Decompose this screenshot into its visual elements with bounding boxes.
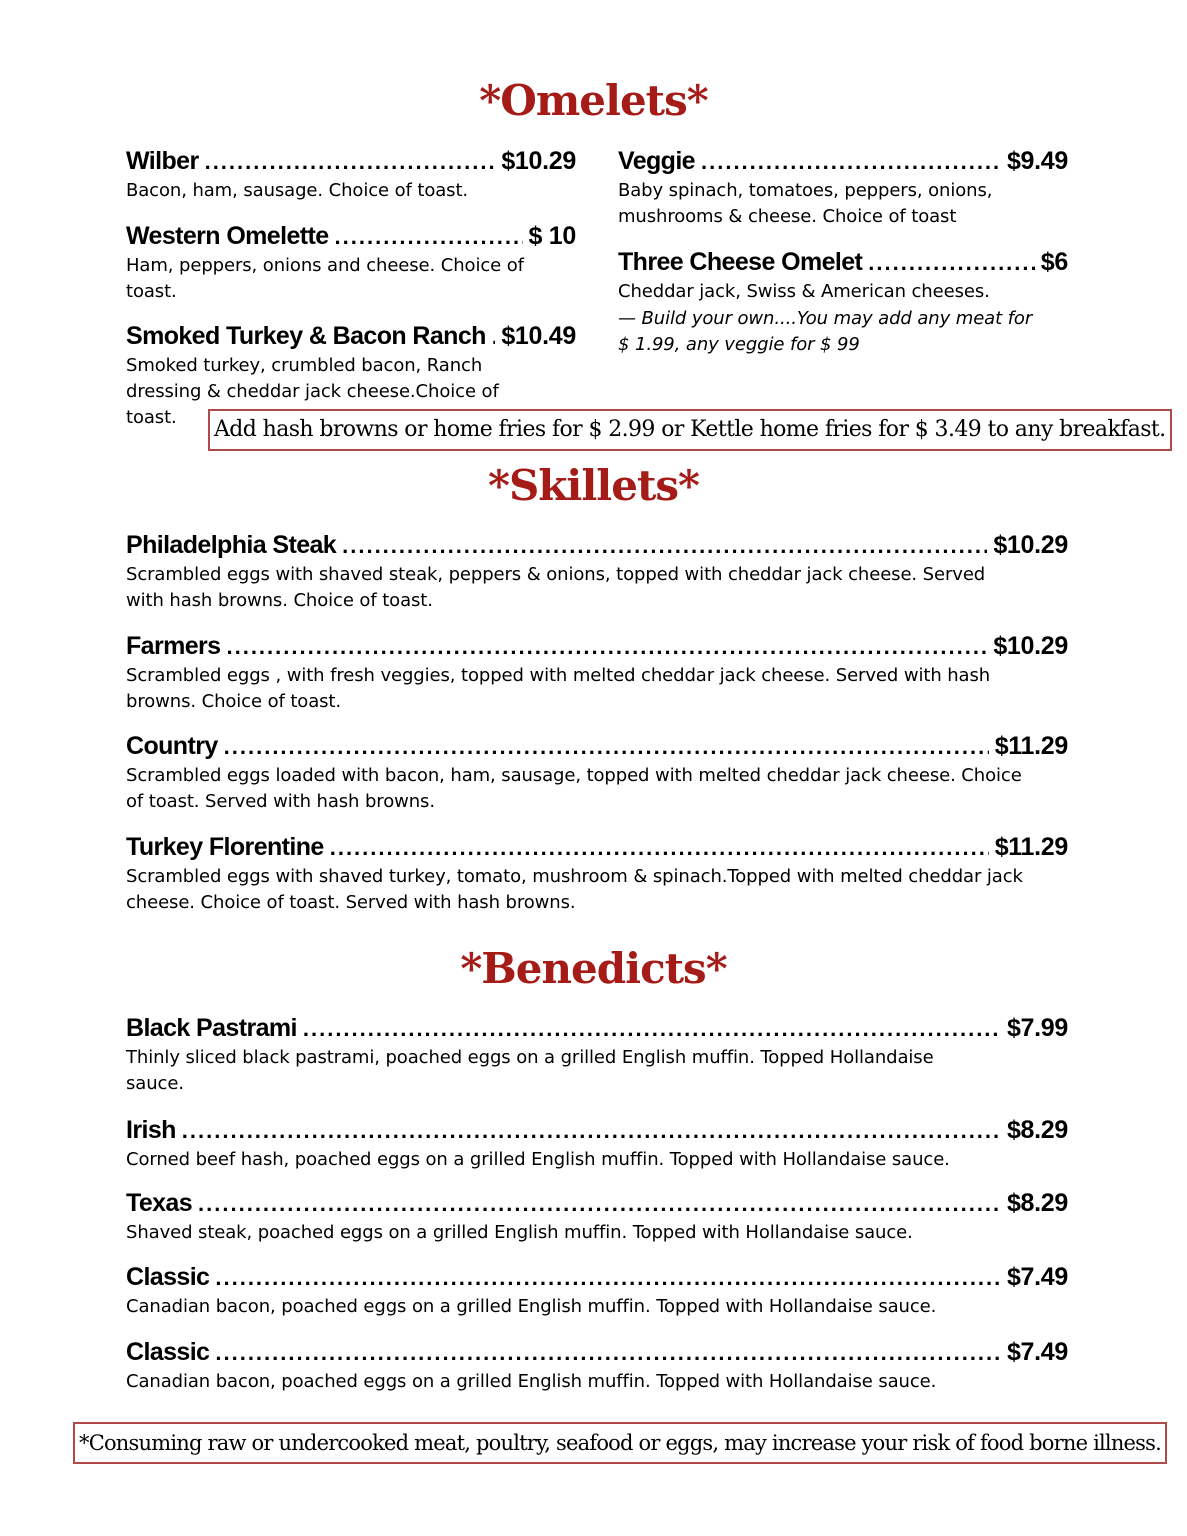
menu-item-classic-2 xyxy=(126,1337,1068,1395)
item-name: Country xyxy=(126,732,218,760)
leader-dots xyxy=(342,531,987,561)
menu-item-irish xyxy=(126,1115,1068,1173)
item-description: Cheddar jack, Swiss & American cheeses. xyxy=(618,281,990,302)
item-name: Turkey Florentine xyxy=(126,833,324,861)
item-description: Ham, peppers, onions and cheese. Choice of toast. xyxy=(126,255,524,302)
build-your-own-note: — Build your own....You may add any meat for $ 1.99, any veggie for $ 99 xyxy=(618,308,1033,355)
item-name: Western Omelette xyxy=(126,222,329,250)
item-price: $8.29 xyxy=(1006,1116,1068,1144)
item-name: Three Cheese Omelet xyxy=(618,248,863,276)
item-name: Veggie xyxy=(618,147,695,175)
item-description: Shaved steak, poached eggs on a grilled English muffin. Topped with Hollandaise sauce. xyxy=(126,1222,913,1243)
item-description: Smoked turkey, crumbled bacon, Ranch dressing & cheddar jack cheese.Choice of toast. xyxy=(126,355,499,428)
menu-item-turkey-florentine xyxy=(126,832,1068,916)
item-description: Thinly sliced black pastrami, poached eggs on a grilled English muffin. Topped Hollandaise sauce. xyxy=(126,1047,934,1094)
skillets-title: *Skillets* xyxy=(488,461,699,510)
item-price: $7.99 xyxy=(1006,1014,1068,1042)
item-description: Corned beef hash, poached eggs on a grilled English muffin. Topped with Hollandaise sauce. xyxy=(126,1149,950,1170)
menu-item-veggie xyxy=(618,146,1068,230)
item-description: Scrambled eggs with shaved steak, peppers & onions, topped with cheddar jack cheese. Served with hash browns. Choice of toast. xyxy=(126,564,986,611)
leader-dots xyxy=(303,1014,1001,1044)
item-price: $8.29 xyxy=(1006,1189,1068,1217)
health-warning: *Consuming raw or undercooked meat, poultry, seafood or eggs, may increase your risk of food borne illness. xyxy=(73,1422,1167,1464)
leader-dots xyxy=(205,147,496,177)
menu-item-wilber xyxy=(126,146,576,204)
item-description: Canadian bacon, poached eggs on a grilled English muffin. Topped with Hollandaise sauce. xyxy=(126,1371,937,1392)
item-description: Scrambled eggs with shaved turkey, tomato, mushroom & spinach.Topped with melted cheddar jack cheese. Choice of toast. Served with hash browns. xyxy=(126,866,1023,913)
item-price: $11.29 xyxy=(994,732,1068,760)
menu-item-black-pastrami xyxy=(126,1013,1068,1097)
item-price: $6 xyxy=(1040,248,1068,276)
item-description: Scrambled eggs , with fresh veggies, topped with melted cheddar jack cheese. Served with hash browns. Choice of toast. xyxy=(126,665,991,712)
menu-item-philadelphia-steak xyxy=(126,530,1068,614)
item-name: Philadelphia Steak xyxy=(126,531,337,559)
leader-dots xyxy=(215,1263,1001,1293)
menu-item-country xyxy=(126,731,1068,815)
leader-dots xyxy=(335,222,523,252)
menu-item-farmers xyxy=(126,631,1068,715)
item-name: Farmers xyxy=(126,632,221,660)
omelets-title: *Omelets* xyxy=(479,76,708,125)
menu-item-classic xyxy=(126,1262,1068,1320)
item-name: Smoked Turkey & Bacon Ranch xyxy=(126,322,486,350)
item-price: $10.29 xyxy=(993,632,1068,660)
item-price: $9.49 xyxy=(1006,147,1068,175)
item-name: Classic xyxy=(126,1263,210,1291)
item-price: $11.29 xyxy=(994,833,1068,861)
item-price: $10.49 xyxy=(501,322,576,350)
leader-dots xyxy=(198,1189,1001,1219)
breakfast-sides-notice: Add hash browns or home fries for $ 2.99 or Kettle home fries for $ 3.49 to any breakfast. xyxy=(208,409,1172,451)
item-name: Irish xyxy=(126,1116,176,1144)
item-name: Black Pastrami xyxy=(126,1014,297,1042)
menu-item-texas xyxy=(126,1188,1068,1246)
leader-dots xyxy=(330,833,989,863)
item-name: Classic xyxy=(126,1338,210,1366)
leader-dots xyxy=(492,322,496,352)
item-description: Scrambled eggs loaded with bacon, ham, sausage, topped with melted cheddar jack cheese. Choice of toast. Served with hash browns. xyxy=(126,765,1022,812)
item-description: Baby spinach, tomatoes, peppers, onions, mushrooms & cheese. Choice of toast xyxy=(618,180,993,227)
leader-dots xyxy=(215,1338,1001,1368)
leader-dots xyxy=(182,1116,1001,1146)
leader-dots xyxy=(224,732,989,762)
menu-item-western-omelette xyxy=(126,221,576,305)
item-description: Bacon, ham, sausage. Choice of toast. xyxy=(126,180,469,201)
item-price: $ 10 xyxy=(528,222,576,250)
item-description: Canadian bacon, poached eggs on a grilled English muffin. Topped with Hollandaise sauce. xyxy=(126,1296,937,1317)
item-price: $7.49 xyxy=(1006,1263,1068,1291)
item-name: Texas xyxy=(126,1189,193,1217)
item-price: $10.29 xyxy=(993,531,1068,559)
leader-dots xyxy=(701,147,1001,177)
item-price: $10.29 xyxy=(501,147,576,175)
leader-dots xyxy=(226,632,987,662)
benedicts-title: *Benedicts* xyxy=(460,944,727,993)
item-price: $7.49 xyxy=(1006,1338,1068,1366)
menu-item-three-cheese-omelet xyxy=(618,247,1068,358)
item-name: Wilber xyxy=(126,147,199,175)
leader-dots xyxy=(868,248,1035,278)
